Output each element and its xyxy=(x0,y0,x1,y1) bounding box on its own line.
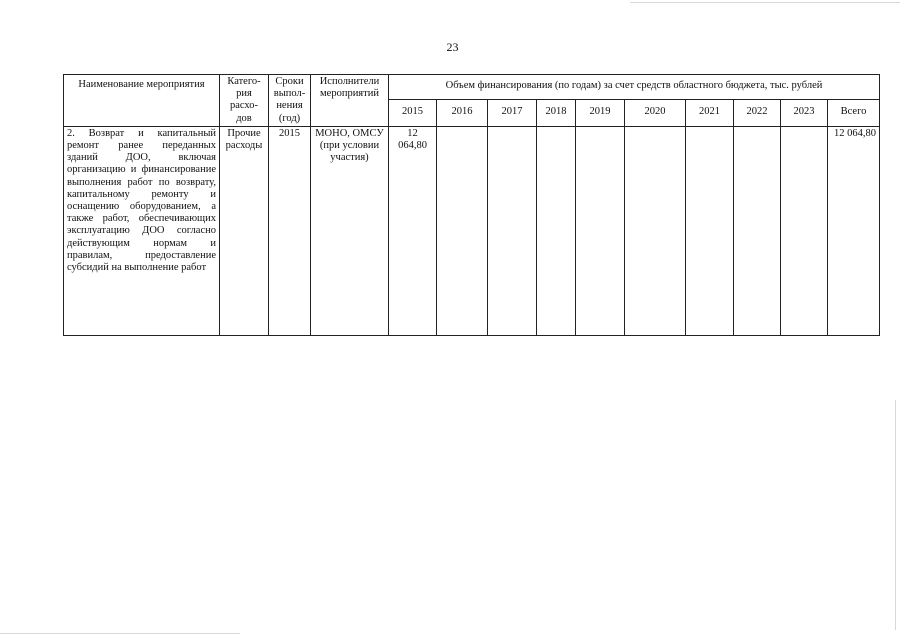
row-value-2015: 12 064,80 xyxy=(389,126,437,335)
header-year: 2022 xyxy=(734,100,781,126)
table-row xyxy=(64,126,880,335)
row-value-2017 xyxy=(488,126,537,335)
row-value-2022 xyxy=(734,126,781,335)
scan-artifact xyxy=(895,400,896,630)
row-value-2016 xyxy=(437,126,488,335)
header-year: 2017 xyxy=(488,100,537,126)
row-name: 2. Возврат и капитальный ремонт ранее переданных зданий ДОО, включая организацию и финансирование выполнения работ по возврату, капитальному ремонту и оснащению оборудованием, а также работ, обеспечивающих эксплуатацию ДОО согласно действующим нормам и правилам, предоставление субсидий на выполнение работ xyxy=(64,126,220,335)
row-value-2020 xyxy=(625,126,686,335)
header-name: Наименование мероприятия xyxy=(64,75,220,127)
header-year: 2019 xyxy=(576,100,625,126)
row-value-2019 xyxy=(576,126,625,335)
header-year: 2016 xyxy=(437,100,488,126)
funding-table xyxy=(63,74,880,336)
header-row-main xyxy=(64,75,880,100)
row-deadline: 2015 xyxy=(269,126,311,335)
row-value-2021 xyxy=(686,126,734,335)
header-executors: Исполнители мероприятий xyxy=(311,75,389,127)
scan-artifact xyxy=(0,633,240,634)
row-executors: МОНО, ОМСУ (при условии участия) xyxy=(311,126,389,335)
row-total: 12 064,80 xyxy=(828,126,880,335)
header-funding: Объем финансирования (по годам) за счет средств областного бюджета, тыс. рублей xyxy=(389,75,880,100)
header-year: 2015 xyxy=(389,100,437,126)
header-year: 2018 xyxy=(537,100,576,126)
scan-artifact xyxy=(630,2,900,3)
header-category: Катего- рия расхо- дов xyxy=(220,75,269,127)
header-total: Всего xyxy=(828,100,880,126)
row-value-2023 xyxy=(781,126,828,335)
header-year: 2020 xyxy=(625,100,686,126)
row-value-2018 xyxy=(537,126,576,335)
page-number: 23 xyxy=(446,40,459,54)
header-year: 2023 xyxy=(781,100,828,126)
row-category: Прочие расходы xyxy=(220,126,269,335)
header-deadline: Сроки выпол- нения (год) xyxy=(269,75,311,127)
header-year: 2021 xyxy=(686,100,734,126)
